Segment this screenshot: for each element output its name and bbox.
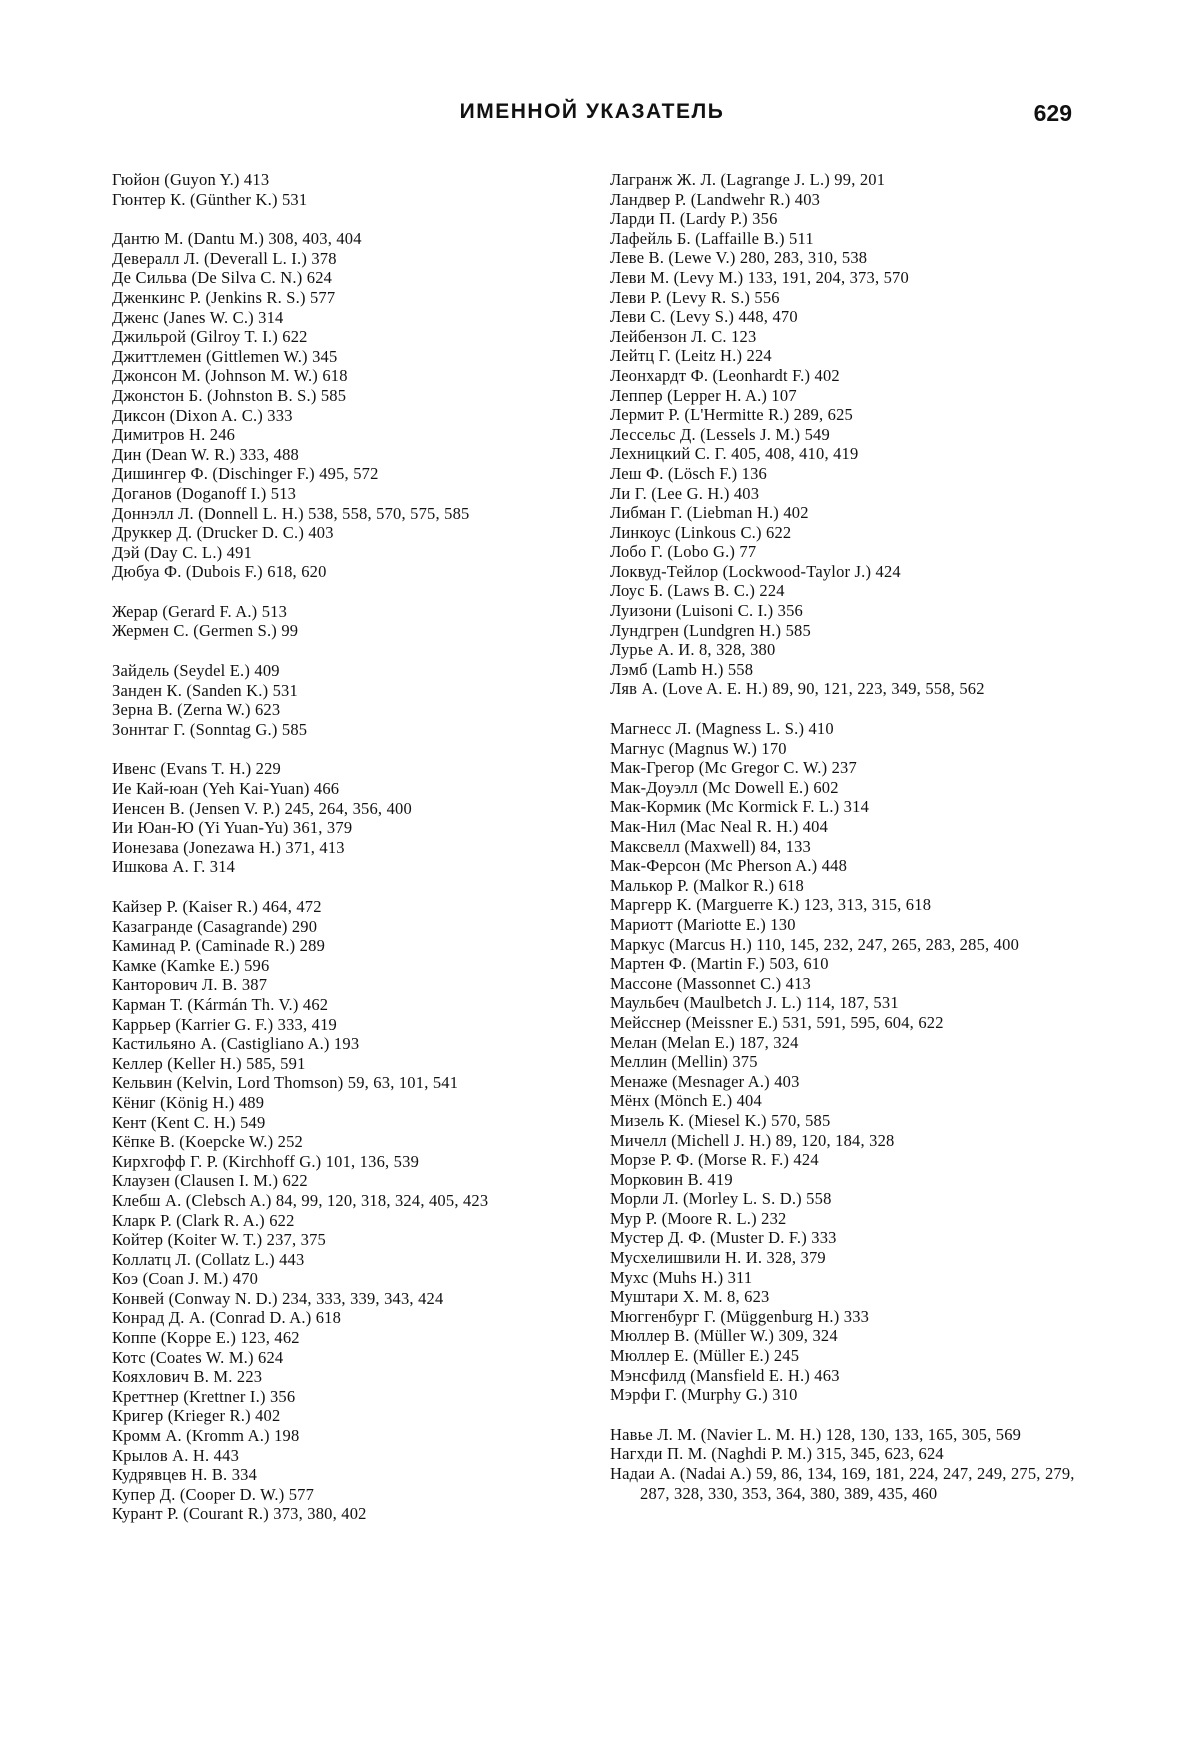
- running-title: ИМЕННОЙ УКАЗАТЕЛЬ: [459, 100, 725, 123]
- index-entry: Дантю М. (Dantu M.) 308, 403, 404: [112, 229, 362, 249]
- index-entry: Ляв А. (Love A. E. H.) 89, 90, 121, 223, 349, 558, 562: [610, 679, 985, 699]
- index-entry: Мичелл (Michell J. H.) 89, 120, 184, 328: [610, 1130, 895, 1150]
- index-entry: Мусхелишвили Н. И. 328, 379: [610, 1248, 826, 1268]
- index-entry: Морковин В. 419: [610, 1169, 733, 1189]
- index-entry: Мейсснер (Meissner E.) 531, 591, 595, 604, 622: [610, 1012, 944, 1032]
- index-entry: Купер Д. (Cooper D. W.) 577: [112, 1484, 315, 1504]
- index-entry: Дженкинс Р. (Jenkins R. S.) 577: [112, 287, 336, 307]
- index-entry: Курант Р. (Courant R.) 373, 380, 402: [112, 1504, 367, 1524]
- index-entry: Лобо Г. (Lobo G.) 77: [610, 542, 757, 562]
- index-entry: Леш Ф. (Lösch F.) 136: [610, 463, 768, 483]
- index-entry: Ландвер Р. (Landwehr R.) 403: [610, 189, 821, 209]
- index-entry: Лагранж Ж. Л. (Lagrange J. L.) 99, 201: [610, 170, 886, 189]
- index-entry: Локвуд-Тейлор (Lockwood-Taylor J.) 424: [610, 561, 901, 581]
- index-entry: Массоне (Massonnet C.) 413: [610, 973, 811, 993]
- index-entry: Мэнсфилд (Mansfield E. H.) 463: [610, 1365, 840, 1385]
- index-entry: Навье Л. М. (Navier L. M. H.) 128, 130, 133, 165, 305, 569: [610, 1424, 1022, 1444]
- index-entry: Котс (Coates W. M.) 624: [112, 1347, 284, 1367]
- index-entry: Мак-Ферсон (Mc Pherson A.) 448: [610, 856, 848, 876]
- index-entry: Мак-Нил (Mac Neal R. H.) 404: [610, 817, 829, 836]
- index-entry: Джонстон Б. (Johnston B. S.) 585: [112, 385, 347, 405]
- index-entry: Мюллер В. (Müller W.) 309, 324: [610, 1326, 838, 1346]
- index-entry: Маргерр К. (Marguerre K.) 123, 313, 315, 618: [610, 895, 932, 915]
- index-entry: Морзе Р. Ф. (Morse R. F.) 424: [610, 1150, 819, 1170]
- index-entry: Максвелл (Maxwell) 84, 133: [610, 836, 812, 856]
- index-entry: Зайдель (Seydel E.) 409: [112, 661, 280, 681]
- index-entry: Мариотт (Mariotte E.) 130: [610, 914, 796, 934]
- index-entry: Ишкова А. Г. 314: [112, 857, 236, 877]
- index-letter-group: [112, 897, 582, 1524]
- index-entry: Мустер Д. Ф. (Muster D. F.) 333: [610, 1228, 837, 1248]
- index-entry: Мартен Ф. (Martin F.) 503, 610: [610, 954, 829, 974]
- index-letter-group: [112, 759, 582, 877]
- index-entry: Мёнх (Mönch E.) 404: [610, 1091, 762, 1111]
- index-entry: Леви Р. (Levy R. S.) 556: [610, 287, 780, 307]
- index-entry: Мухс (Muhs H.) 311: [610, 1267, 753, 1287]
- index-entry: Нагхди П. М. (Naghdi P. M.) 315, 345, 623, 624: [610, 1444, 944, 1464]
- index-entry: Кёпке В. (Koepcke W.) 252: [112, 1132, 303, 1152]
- index-entry: Келлер (Keller H.) 585, 591: [112, 1053, 306, 1073]
- index-entry: Малькор Р. (Malkor R.) 618: [610, 875, 804, 895]
- index-entry: Мэрфи Г. (Murphy G.) 310: [610, 1385, 798, 1405]
- index-entry: Лейтц Г. (Leitz H.) 224: [610, 346, 772, 366]
- index-entry: Дин (Dean W. R.) 333, 488: [112, 444, 299, 464]
- index-entry: Кастильяно А. (Castigliano A.) 193: [112, 1034, 360, 1054]
- index-entry: Магнус (Magnus W.) 170: [610, 738, 787, 758]
- index-letter-group: [112, 602, 582, 641]
- index-entry: Лехницкий С. Г. 405, 408, 410, 419: [610, 444, 859, 464]
- index-entry: Ие Кай-юан (Yeh Kai-Yuan) 466: [112, 779, 340, 799]
- index-entry: Ии Юан-Ю (Yi Yuan-Yu) 361, 379: [112, 818, 353, 838]
- page-number: 629: [1033, 100, 1072, 126]
- index-entry: Мюллер Е. (Müller E.) 245: [610, 1346, 800, 1366]
- index-entry: Конрад Д. А. (Conrad D. A.) 618: [112, 1308, 342, 1328]
- index-entry: Доганов (Doganoff I.) 513: [112, 483, 297, 503]
- index-entry: Девералл Л. (Deverall L. I.) 378: [112, 248, 337, 268]
- index-entry: Либман Г. (Liebman H.) 402: [610, 503, 809, 523]
- index-entry: Менаже (Mesnager A.) 403: [610, 1071, 800, 1091]
- index-entry: Дюбуа Ф. (Dubois F.) 618, 620: [112, 562, 327, 582]
- index-entry: Кельвин (Kelvin, Lord Thomson) 59, 63, 101, 541: [112, 1073, 459, 1093]
- index-entry: Маркус (Marcus H.) 110, 145, 232, 247, 265, 283, 285, 400: [610, 934, 1020, 954]
- index-entry: Друккер Д. (Drucker D. C.) 403: [112, 523, 334, 543]
- index-entry: Лурье А. И. 8, 328, 380: [610, 640, 776, 660]
- index-entry: Ивенс (Evans T. H.) 229: [112, 759, 281, 779]
- index-letter-group: [610, 170, 1080, 699]
- index-entry: Камке (Kamke E.) 596: [112, 955, 270, 975]
- index-entry: Кирхгофф Г. Р. (Kirchhoff G.) 101, 136, 539: [112, 1151, 420, 1171]
- right-column: [610, 170, 1080, 1523]
- index-entry: Димитров Н. 246: [112, 425, 236, 445]
- index-entry: Кояхлович В. М. 223: [112, 1367, 263, 1387]
- index-entry: Ионезава (Jonezawa H.) 371, 413: [112, 837, 345, 857]
- index-entry: Муштари Х. М. 8, 623: [610, 1287, 770, 1307]
- index-entry: Коппе (Koppe E.) 123, 462: [112, 1328, 300, 1348]
- index-entry: Зоннтаг Г. (Sonntag G.) 585: [112, 719, 308, 739]
- index-entry: Каррьер (Karrier G. F.) 333, 419: [112, 1014, 338, 1034]
- index-entry: Зерна В. (Zerna W.) 623: [112, 700, 281, 720]
- index-entry: Де Сильва (De Silva C. N.) 624: [112, 268, 333, 288]
- index-entry: Ларди П. (Lardy P.) 356: [610, 209, 778, 229]
- index-entry: Лермит Р. (L'Hermitte R.) 289, 625: [610, 405, 853, 425]
- index-entry: Кригер (Krieger R.) 402: [112, 1406, 281, 1426]
- index-entry: Канторович Л. В. 387: [112, 975, 268, 995]
- index-entry: Меллин (Mellin) 375: [610, 1052, 758, 1072]
- index-entry: Леонхардт Ф. (Leonhardt F.) 402: [610, 365, 840, 385]
- index-entry: Казагранде (Casagrande) 290: [112, 916, 318, 936]
- index-entry: Койтер (Koiter W. T.) 237, 375: [112, 1230, 327, 1250]
- index-entry: Мак-Доуэлл (Mc Dowell E.) 602: [610, 777, 839, 797]
- index-entry: Диксон (Dixon A. C.) 333: [112, 405, 293, 425]
- left-column: [112, 170, 582, 1544]
- index-entry: Клаузен (Clausen I. M.) 622: [112, 1171, 308, 1191]
- index-entry: Надаи А. (Nadai A.) 59, 86, 134, 169, 181, 224, 247, 249, 275, 279, 287, 328, 330, 353, 364, 380, 389, 435, 460: [610, 1464, 1075, 1503]
- index-entry: Линкоус (Linkous C.) 622: [610, 522, 792, 542]
- index-entry: Ли Г. (Lee G. H.) 403: [610, 483, 760, 503]
- index-entry: Занден К. (Sanden K.) 531: [112, 680, 298, 700]
- index-entry: Гюйон (Guyon Y.) 413: [112, 170, 270, 189]
- index-entry: Мак-Кормик (Mc Kormick F. L.) 314: [610, 797, 870, 817]
- index-entry: Леппер (Lepper H. A.) 107: [610, 385, 797, 405]
- index-entry: Леве В. (Lewe V.) 280, 283, 310, 538: [610, 248, 868, 268]
- index-letter-group: [112, 661, 582, 739]
- index-entry: Леви С. (Levy S.) 448, 470: [610, 307, 798, 327]
- index-entry: Доннэлл Л. (Donnell L. H.) 538, 558, 570, 575, 585: [112, 503, 470, 523]
- index-entry: Кудрявцев Н. В. 334: [112, 1465, 258, 1485]
- index-letter-group: [112, 170, 582, 209]
- index-entry: Кларк Р. (Clark R. A.) 622: [112, 1210, 295, 1230]
- index-letter-group: [610, 719, 1080, 1405]
- index-entry: Коллатц Л. (Collatz L.) 443: [112, 1249, 305, 1269]
- index-entry: Клебш А. (Clebsch A.) 84, 99, 120, 318, 324, 405, 423: [112, 1190, 489, 1210]
- index-entry: Конвей (Conway N. D.) 234, 333, 339, 343, 424: [112, 1288, 444, 1308]
- index-entry: Лоус Б. (Laws B. C.) 224: [610, 581, 785, 601]
- index-entry: Джонсон М. (Johnson M. W.) 618: [112, 366, 348, 386]
- index-entry: Лундгрен (Lundgren H.) 585: [610, 620, 811, 640]
- index-entry: Джиттлемен (Gittlemen W.) 345: [112, 346, 338, 366]
- index-entry: Гюнтер К. (Günther K.) 531: [112, 189, 308, 209]
- index-entry: Кент (Kent C. H.) 549: [112, 1112, 266, 1132]
- index-entry: Кёниг (König H.) 489: [112, 1092, 265, 1112]
- index-entry: Дэй (Day C. L.) 491: [112, 542, 253, 562]
- index-entry: Магнесс Л. (Magness L. S.) 410: [610, 719, 834, 739]
- index-entry: Леви М. (Levy M.) 133, 191, 204, 373, 570: [610, 267, 909, 287]
- index-entry: Мур Р. (Moore R. L.) 232: [610, 1208, 787, 1228]
- index-letter-group: [112, 229, 582, 582]
- index-entry: Дишингер Ф. (Dischinger F.) 495, 572: [112, 464, 379, 484]
- index-entry: Иенсен В. (Jensen V. P.) 245, 264, 356, 400: [112, 798, 412, 818]
- index-entry: Крылов А. Н. 443: [112, 1445, 240, 1465]
- index-entry: Мизель К. (Miesel K.) 570, 585: [610, 1110, 831, 1130]
- page-header: [112, 100, 1072, 140]
- index-entry: Мелан (Melan E.) 187, 324: [610, 1032, 799, 1052]
- index-entry: Морли Л. (Morley L. S. D.) 558: [610, 1189, 832, 1209]
- index-entry: Лейбензон Л. С. 123: [610, 326, 757, 346]
- index-entry: Луизони (Luisoni C. I.) 356: [610, 601, 803, 621]
- index-entry: Дженс (Janes W. C.) 314: [112, 307, 284, 327]
- index-entry: Кромм А. (Kromm A.) 198: [112, 1426, 300, 1446]
- index-entry: Жерар (Gerard F. A.) 513: [112, 601, 288, 621]
- index-entry: Джильрой (Gilroy T. I.) 622: [112, 327, 308, 347]
- index-entry: Мюггенбург Г. (Müggenburg H.) 333: [610, 1306, 870, 1326]
- index-entry: Мак-Грегор (Mc Gregor C. W.) 237: [610, 758, 857, 778]
- index-entry: Лафейль Б. (Laffaille B.) 511: [610, 228, 814, 248]
- index-entry: Каминад Р. (Caminade R.) 289: [112, 936, 326, 956]
- index-letter-group: [610, 1425, 1080, 1503]
- index-entry: Лэмб (Lamb H.) 558: [610, 659, 754, 679]
- index-entry: Креттнер (Krettner I.) 356: [112, 1386, 296, 1406]
- index-entry: Кайзер Р. (Kaiser R.) 464, 472: [112, 897, 322, 916]
- index-entry: Карман Т. (Kármán Th. V.) 462: [112, 994, 329, 1014]
- index-entry: Лессельс Д. (Lessels J. M.) 549: [610, 424, 830, 444]
- index-entry: Маульбеч (Maulbetch J. L.) 114, 187, 531: [610, 993, 899, 1013]
- index-entry: Коэ (Coan J. M.) 470: [112, 1269, 259, 1289]
- index-entry: Жермен С. (Germen S.) 99: [112, 621, 299, 641]
